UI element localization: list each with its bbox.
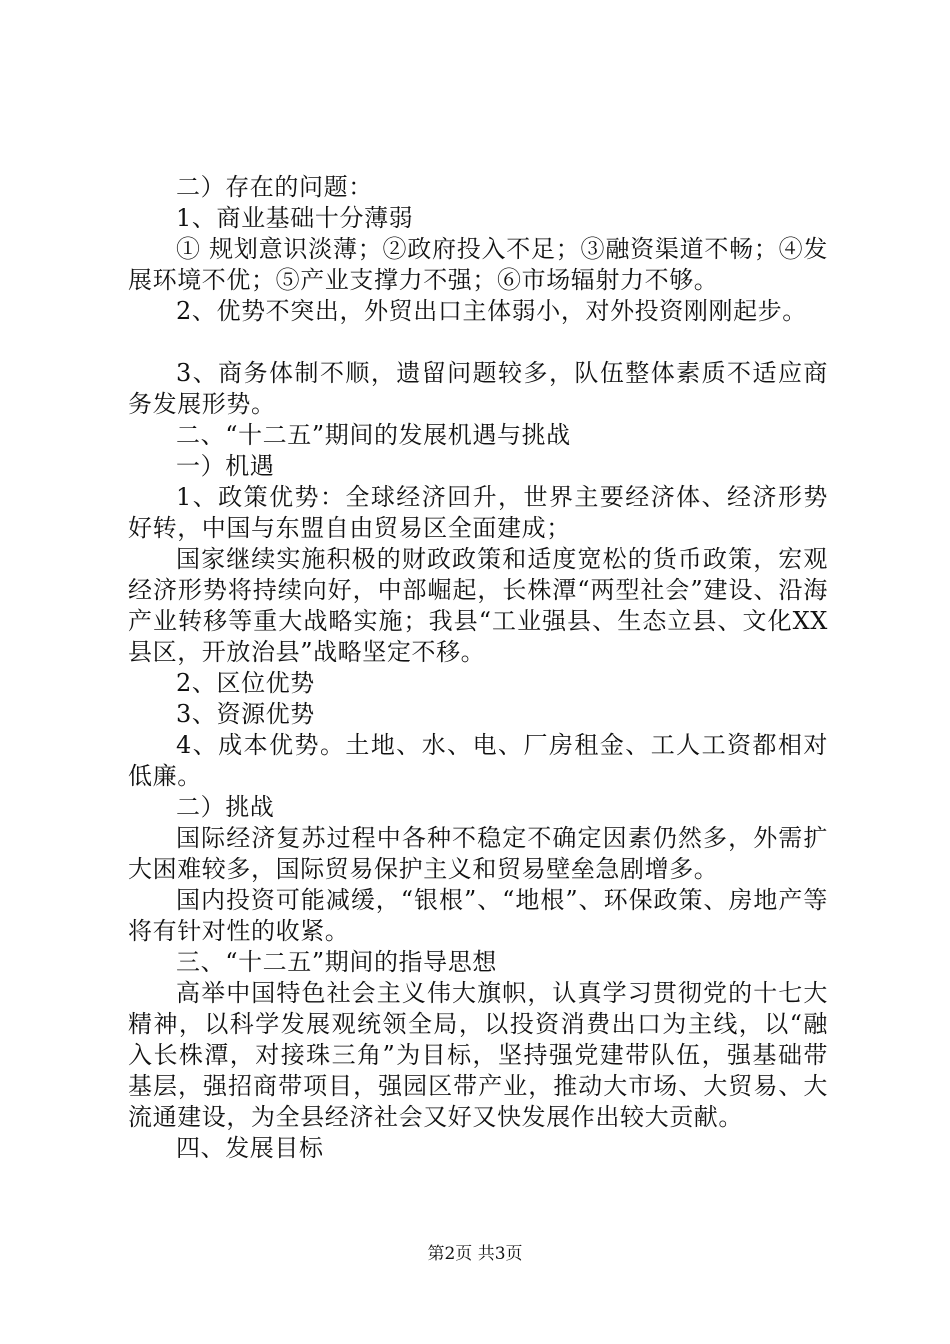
paragraph-opportunity-3: 3、资源优势 [176,700,315,728]
paragraph-opportunity-1: 1、政策优势：全球经济回升，世界主要经济体、经济形势好转，中国与东盟自由贸易区全面建成； [128,483,828,542]
paragraph-opportunity-1-detail: 国家继续实施积极的财政政策和适度宽松的货币政策，宏观经济形势将持续向好，中部崛起，长株潭“两型社会”建设、沿海产业转移等重大战略实施；我县“工业强县、生态立县、文化XX县区，开放治县”战略坚定不移。 [128,545,828,666]
paragraph-section-4-heading: 四、发展目标 [176,1134,324,1162]
paragraph-issues-heading: 二）存在的问题： [176,173,373,201]
paragraph-issue-1-detail: ① 规划意识淡薄；②政府投入不足；③融资渠道不畅；④发展环境不优；⑤产业支撑力不强；⑥市场辐射力不够。 [128,235,828,294]
paragraph-issue-1: 1、商业基础十分薄弱 [176,204,414,232]
paragraph-challenge-2: 国内投资可能减缓，“银根”、“地根”、环保政策、房地产等将有针对性的收紧。 [128,886,828,945]
paragraph-challenge-1: 国际经济复苏过程中各种不稳定不确定因素仍然多，外需扩大困难较多，国际贸易保护主义和贸易壁垒急剧增多。 [128,824,828,883]
document-body [128,172,828,1164]
paragraph-guiding-ideology: 高举中国特色社会主义伟大旗帜，认真学习贯彻党的十七大精神，以科学发展观统领全局，以投资消费出口为主线，以“融入长株潭，对接珠三角”为目标，坚持强党建带队伍，强基础带基层，强招商带项目，强园区带产业，推动大市场、大贸易、大流通建设，为全县经济社会又好又快发展作出较大贡献。 [128,979,828,1131]
paragraph-issue-3: 3、商务体制不顺，遗留问题较多，队伍整体素质不适应商务发展形势。 [128,359,828,418]
paragraph-section-3-heading: 三、“十二五”期间的指导思想 [176,948,497,976]
paragraph-section-2-heading: 二、“十二五”期间的发展机遇与挑战 [176,421,571,449]
paragraph-challenges-heading: 二）挑战 [176,793,275,821]
paragraph-opportunity-4: 4、成本优势。土地、水、电、厂房租金、工人工资都相对低廉。 [128,731,828,790]
paragraph-opportunity-2: 2、区位优势 [176,669,315,697]
paragraph-opportunities-heading: 一）机遇 [176,452,275,480]
page-number-footer: 第2页 共3页 [427,1244,523,1264]
paragraph-issue-2: 2、优势不突出，外贸出口主体弱小，对外投资刚刚起步。 [176,297,807,325]
